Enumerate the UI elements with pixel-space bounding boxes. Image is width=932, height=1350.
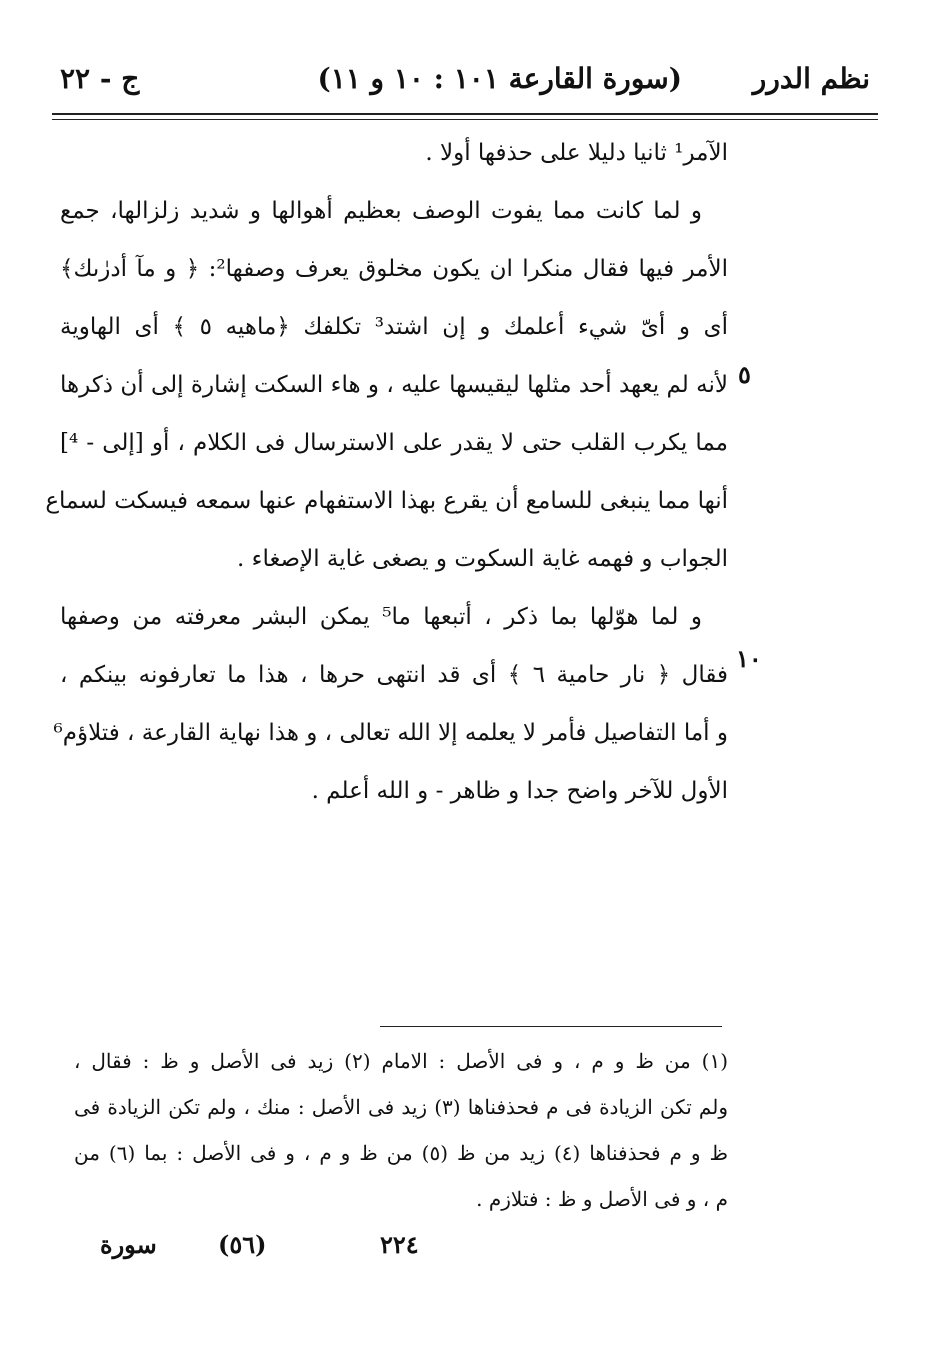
header-rule-thin: [52, 119, 878, 120]
footnotes: [74, 1038, 728, 1222]
text-line: أنها مما ينبغى للسامع أن يقرع بهذا الاستفهام عنها سمعه فيسكت لسماع: [45, 488, 728, 514]
footnote-line: (١) من ظ و م ، و فى الأصل : الامام (٢) زيد فى الأصل و ظ : فقال ،: [74, 1049, 728, 1073]
footnote-line: ولم تكن الزيادة فى م فحذفناها (٣) زيد فى الأصل : منك ، ولم تكن الزيادة فى: [74, 1095, 728, 1119]
text-line: الآمر¹ ثانيا دليلا على حذفها أولا .: [425, 140, 728, 166]
catchword: سورة: [100, 1230, 157, 1259]
volume-number: ج - ٢٢: [60, 62, 140, 95]
signature-number: (٥٦): [218, 1230, 267, 1259]
text-line: فقال ﴿ نار حامية ٦ ﴾ أى قد انتهى حرها ، هذا ما تعارفونه بينكم ،: [60, 662, 728, 688]
footnote-line: ظ و م فحذفناها (٤) زيد من ظ (٥) من ظ و م ، و فى الأصل : بما (٦) من: [74, 1141, 728, 1165]
book-title: نظم الدرر: [752, 62, 870, 95]
text-line: أى و أىّ شيء أعلمك و إن اشتد³ تكلفك ﴿ماهيه ٥ ﴾ أى الهاوية: [60, 314, 728, 340]
text-line: و لما هوّلها بما ذكر ، أتبعها ما⁵ يمكن البشر معرفته من وصفها: [60, 604, 702, 630]
text-line: و لما كانت مما يفوت الوصف بعظيم أهوالها و شديد زلزالها، جمع: [60, 198, 702, 224]
line-number-5: ٥: [738, 360, 751, 389]
footnote-rule: [380, 1026, 722, 1027]
line-number-10: ١٠: [736, 644, 762, 673]
text-line: مما يكرب القلب حتى لا يقدر على الاسترسال فى الكلام ، أو [إلى - ⁴]: [60, 430, 728, 456]
text-line: الأول للآخر واضح جدا و ظاهر - و الله أعلم .: [311, 778, 728, 804]
text-line: الجواب و فهمه غاية السكوت و يصغى غاية الإصغاء .: [237, 546, 728, 572]
text-line: و أما التفاصيل فأمر لا يعلمه إلا الله تعالى ، و هذا نهاية القارعة ، فتلاؤم⁶: [53, 720, 728, 746]
text-line: الأمر فيها فقال منكرا ان يكون مخلوق يعرف وصفها²: ﴿ و مآ أدرٰىك﴾: [60, 256, 729, 282]
text-line: لأنه لم يعهد أحد مثلها ليقيسها عليه ، و هاء السكت إشارة إلى أن ذكرها: [60, 372, 728, 398]
running-header: [60, 58, 870, 102]
main-text: [45, 124, 729, 820]
page-number: ٢٢٤: [380, 1230, 419, 1259]
surah-reference: (سورة القارعة ١٠١ : ١٠ و ١١): [317, 62, 682, 95]
footnote-line: م ، و فى الأصل و ظ : فتلازم .: [476, 1187, 728, 1211]
header-rule-thick: [52, 113, 878, 115]
